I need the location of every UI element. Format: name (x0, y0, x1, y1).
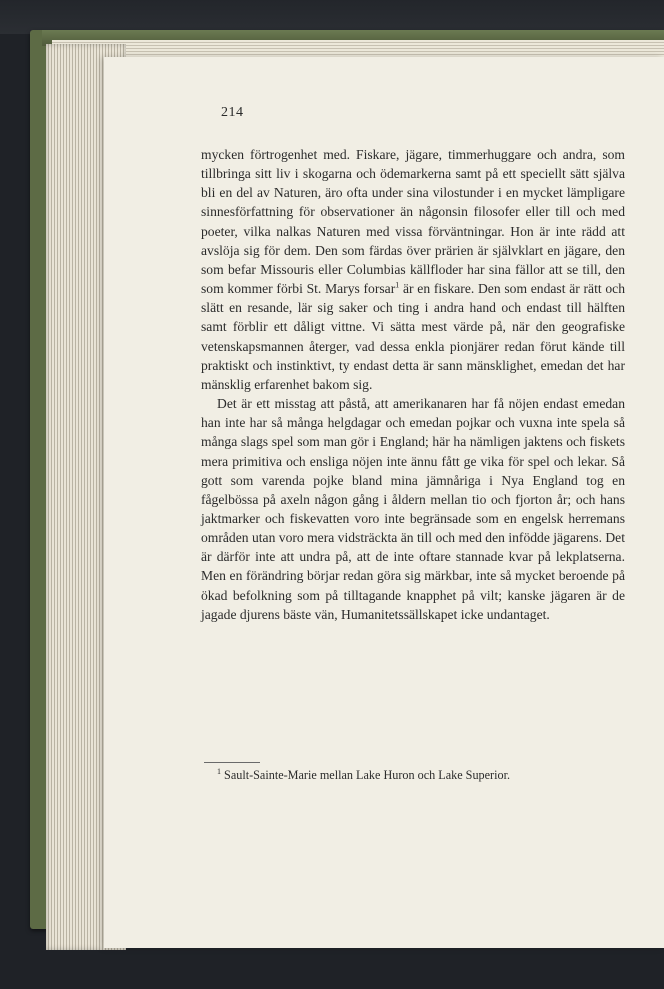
paragraph-1-text: mycken förtrogenhet med. Fiskare, jägare, timmerhuggare och andra, som tillbringa sitt liv i skogarna och ödemarkerna samt på ett speciellt sätt själva bli en del av Naturen, äro ofta under sina vilostunder i en mycket lämpligare sinnesförfattning för observationer än någonsin filosofer eller till och med poeter, vilka nalkas Naturen med vissa förväntningar. Hon är inte rädd att avslöja sig för dem. Den som färdas över prärien är självklart en jägare, den som befar Missouris eller Columbias källfloder har sina fällor att se till, den som kommer förbi St. Marys forsar (201, 147, 625, 297)
page-number: 214 (221, 105, 244, 120)
footnote-divider (204, 762, 260, 763)
footnote-text: Sault-Sainte-Marie mellan Lake Huron och Lake Superior. (224, 768, 511, 782)
footnote (201, 767, 625, 784)
paragraph: Det är ett misstag att påstå, att amerikanaren har få nöjen endast emedan han inte har så många helgdagar och emedan pojkar och vuxna inte spela så många slags spel som man gör i England; här ha nämligen jaktens och fiskets mera primitiva och ensliga nöjen inte ännu fått ge vika för spel och lekar. Så gott som varenda pojke bland mina jämnåriga i Nya England tog en fågelbössa på axeln någon gång i åldern mellan tio och fjorton år; och hans jaktmarker och fiskevatten voro inte begränsade som en engelsk herremans områden utan voro mera vidsträckta än till och med den infödde jägarens. Det är därför inte att undra på, att de inte oftare stannade kvar på lekplatserna. Men en förändring börjar redan göra sig märkbar, inte så mycket beroende på ökad befolkning som på tilltagande knapphet på vilt; kanske jägaren är de jagade djurens bäste vän, Humanitetssällskapet icke undantaget. (201, 396, 625, 622)
paragraph-1-continuation: är en fiskare. Den som endast är rätt och slätt en resande, lär sig saker och ting i andra hand och endast till hälften samt förblir ett dåligt vittne. Vi sätta mest värde på, när den geografiske vetenskapsmannen återger, vad dessa enkla pionjärer redan förut kände till praktiskt och instinktivt, ty endast detta är sann mänsklighet, emedan det har mänsklig erfarenhet bakom sig. (201, 281, 625, 392)
book-page (104, 57, 664, 948)
footnote-marker: 1 (217, 766, 221, 776)
page-top-edges (52, 40, 664, 58)
footnote-reference: 1 (395, 280, 400, 290)
body-text (201, 145, 625, 624)
background-strip (0, 0, 664, 34)
paragraph-continued (201, 145, 625, 394)
